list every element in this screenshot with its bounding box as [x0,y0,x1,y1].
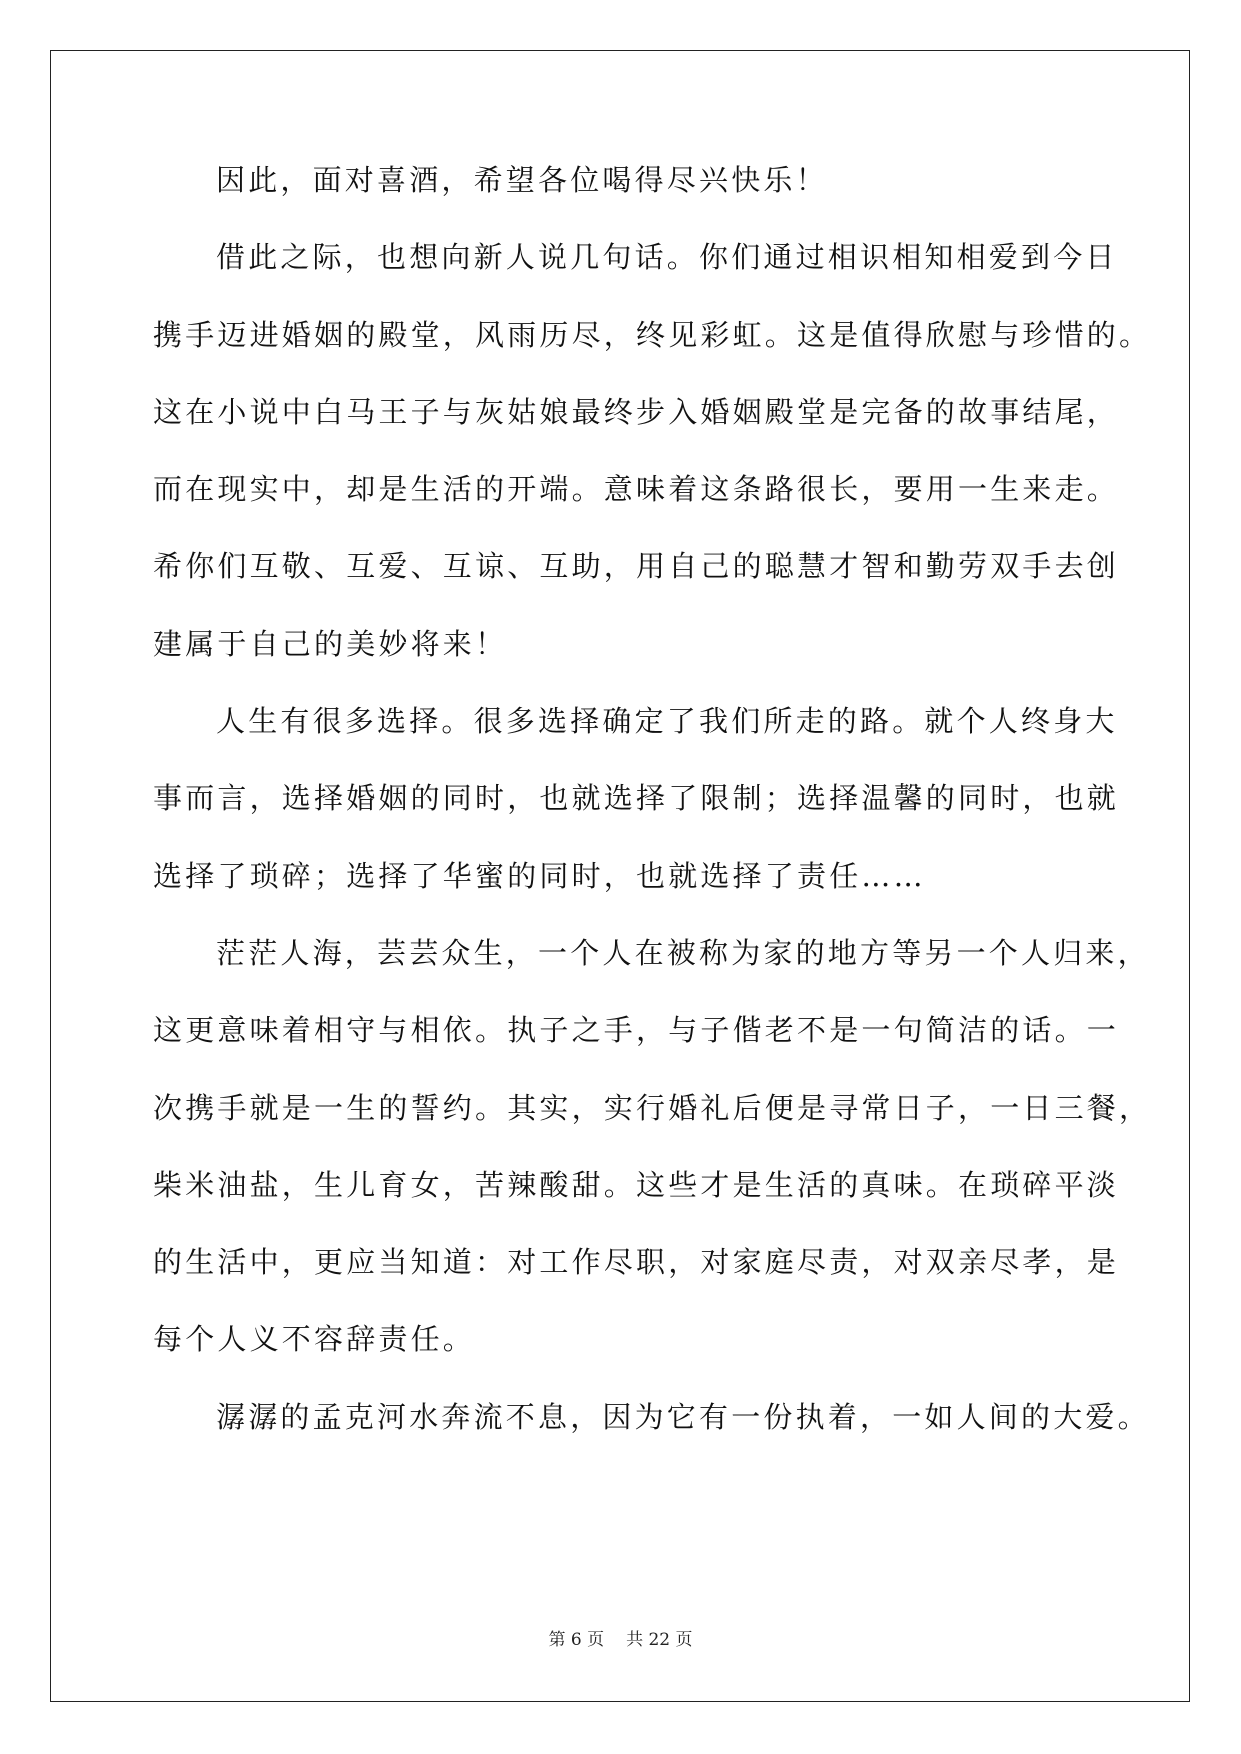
document-body [153,163,1152,1478]
text-line: 潺潺的孟克河水奔流不息，因为它有一份执着，一如人间的大爱。 [216,1399,1150,1434]
text-line: 事而言，选择婚姻的同时，也就选择了限制；选择温馨的同时，也就 [153,781,1120,816]
text-line: 希你们互敬、互爱、互谅、互助，用自己的聪慧才智和勤劳双手去创 [153,549,1120,584]
text-line: 因此，面对喜酒，希望各位喝得尽兴快乐！ [216,163,828,197]
text-line: 茫茫人海，芸芸众生，一个人在被称为家的地方等另一个人归来， [216,935,1150,970]
text-line: 这更意味着相守与相依。执子之手，与子偕老不是一句简洁的话。一 [153,1013,1120,1048]
text-line: 的生活中，更应当知道：对工作尽职，对家庭尽责，对双亲尽孝，是 [153,1245,1120,1280]
text-line: 而在现实中，却是生活的开端。意味着这条路很长，要用一生来走。 [153,472,1120,507]
text-line: 这在小说中白马王子与灰姑娘最终步入婚姻殿堂是完备的故事结尾， [153,394,1120,429]
total-page-count: 共 22 页 [626,1630,693,1650]
page-footer [0,1630,1241,1650]
text-line: 建属于自己的美妙将来！ [153,626,508,661]
text-line: 人生有很多选择。很多选择确定了我们所走的路。就个人终身大 [216,704,1118,739]
text-line: 次携手就是一生的誓约。其实，实行婚礼后便是寻常日子，一日三餐， [153,1090,1152,1125]
current-page-number: 第 6 页 [548,1630,605,1650]
text-line: 柴米油盐，生儿育女，苦辣酸甜。这些才是生活的真味。在琐碎平淡 [153,1167,1120,1202]
text-line: 选择了琐碎；选择了华蜜的同时，也就选择了责任…… [153,858,926,893]
text-line: 每个人义不容辞责任。 [153,1322,476,1357]
text-line: 借此之际，也想向新人说几句话。你们通过相识相知相爱到今日 [216,240,1118,275]
text-line: 携手迈进婚姻的殿堂，风雨历尽，终见彩虹。这是值得欣慰与珍惜的。 [153,317,1152,352]
